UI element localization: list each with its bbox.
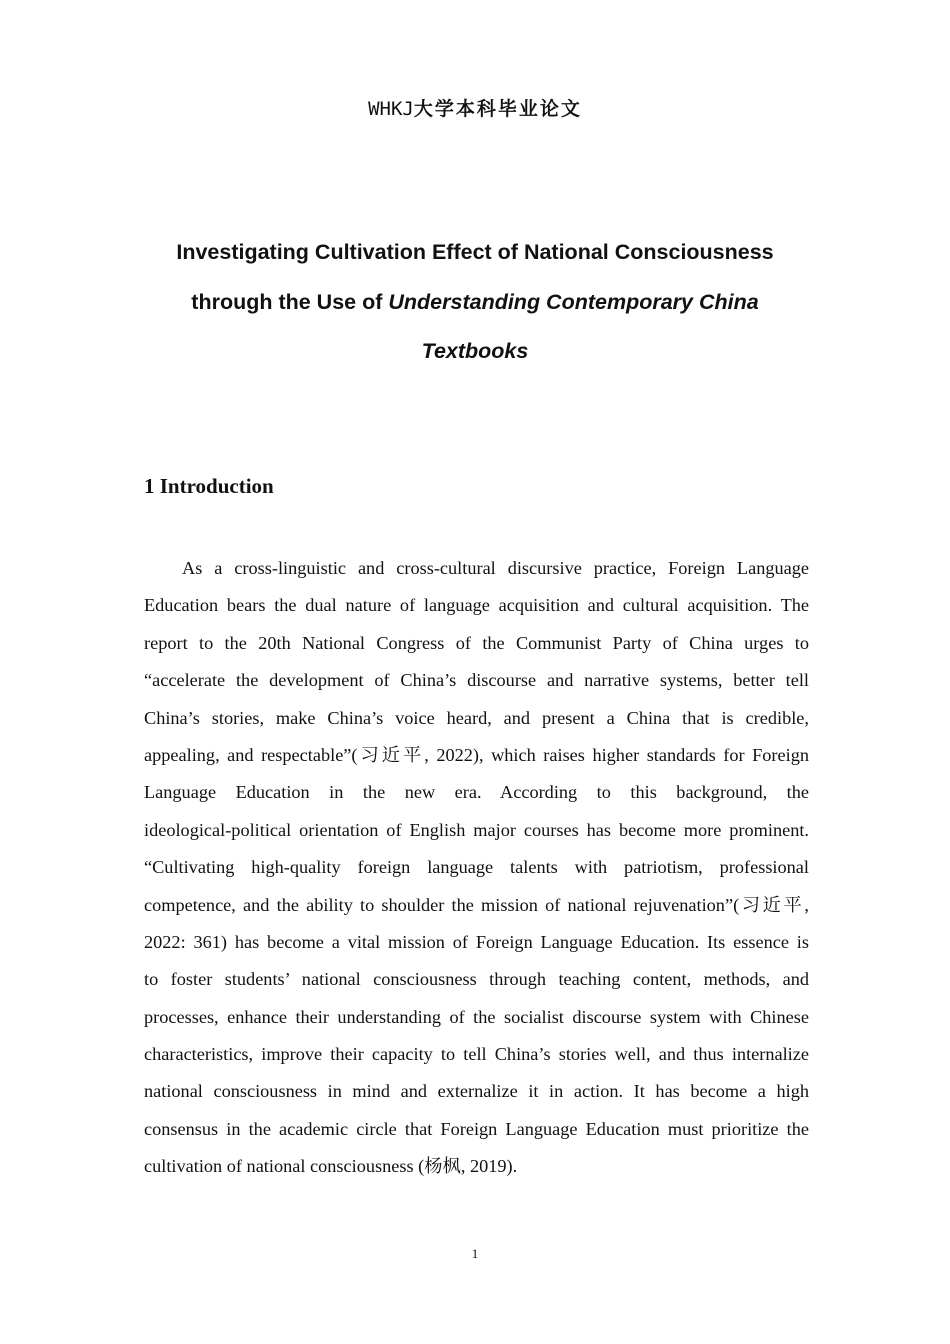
running-header: [0, 94, 950, 121]
header-chinese: 大学本科毕业论文: [413, 98, 582, 120]
title-line-1: Investigating Cultivation Effect of National Consciousness: [176, 240, 774, 264]
page-number: 1: [471, 1246, 479, 1261]
paragraph-line: national consciousness in mind and externalize it in action. It has become a high: [144, 1081, 809, 1102]
title-line-2-italic: Understanding Contemporary China: [388, 289, 759, 314]
paragraph-line: characteristics, improve their capacity to tell China’s stories well, and thus internalize: [144, 1044, 809, 1065]
paragraph-line: competence, and the ability to shoulder the mission of national rejuvenation”(习近平,: [144, 894, 809, 915]
paragraph-line: China’s stories, make China’s voice heard, and present a China that is credible,: [144, 707, 809, 728]
paragraph-line: “Cultivating high-quality foreign language talents with patriotism, professional: [144, 857, 809, 878]
title-line-2-prefix: through the Use of: [191, 289, 389, 314]
paragraph-line: consensus in the academic circle that Foreign Language Education must prioritize the: [144, 1118, 809, 1139]
paragraph-line: report to the 20th National Congress of the Communist Party of China urges to: [144, 632, 809, 653]
paragraph-line: ideological-political orientation of English major courses has become more prominent.: [144, 819, 809, 840]
paragraph-line: As a cross-linguistic and cross-cultural discursive practice, Foreign Language: [182, 558, 809, 578]
paragraph-line: appealing, and respectable”(习近平, 2022), which raises higher standards for Foreign: [144, 744, 809, 765]
body-paragraph: [144, 550, 809, 1186]
paragraph-line: 2022: 361) has become a vital mission of Foreign Language Education. Its essence is: [144, 931, 809, 952]
paragraph-line: processes, enhance their understanding of the socialist discourse system with Chinese: [144, 1006, 809, 1027]
header-latin: WHKJ: [368, 98, 414, 120]
paragraph-line: cultivation of national consciousness (杨枫, 2019).: [144, 1156, 518, 1177]
paragraph-line: “accelerate the development of China’s discourse and narrative systems, better tell: [144, 670, 809, 691]
paper-title: [135, 228, 815, 377]
paragraph-line: to foster students’ national consciousness through teaching content, methods, and: [144, 969, 809, 990]
section-heading: 1 Introduction: [144, 474, 274, 498]
title-line-2: [135, 278, 815, 328]
paragraph-line: Education bears the dual nature of language acquisition and cultural acquisition. The: [144, 595, 809, 616]
paragraph-line: Language Education in the new era. According to this background, the: [144, 782, 809, 803]
title-line-3: Textbooks: [421, 339, 529, 363]
